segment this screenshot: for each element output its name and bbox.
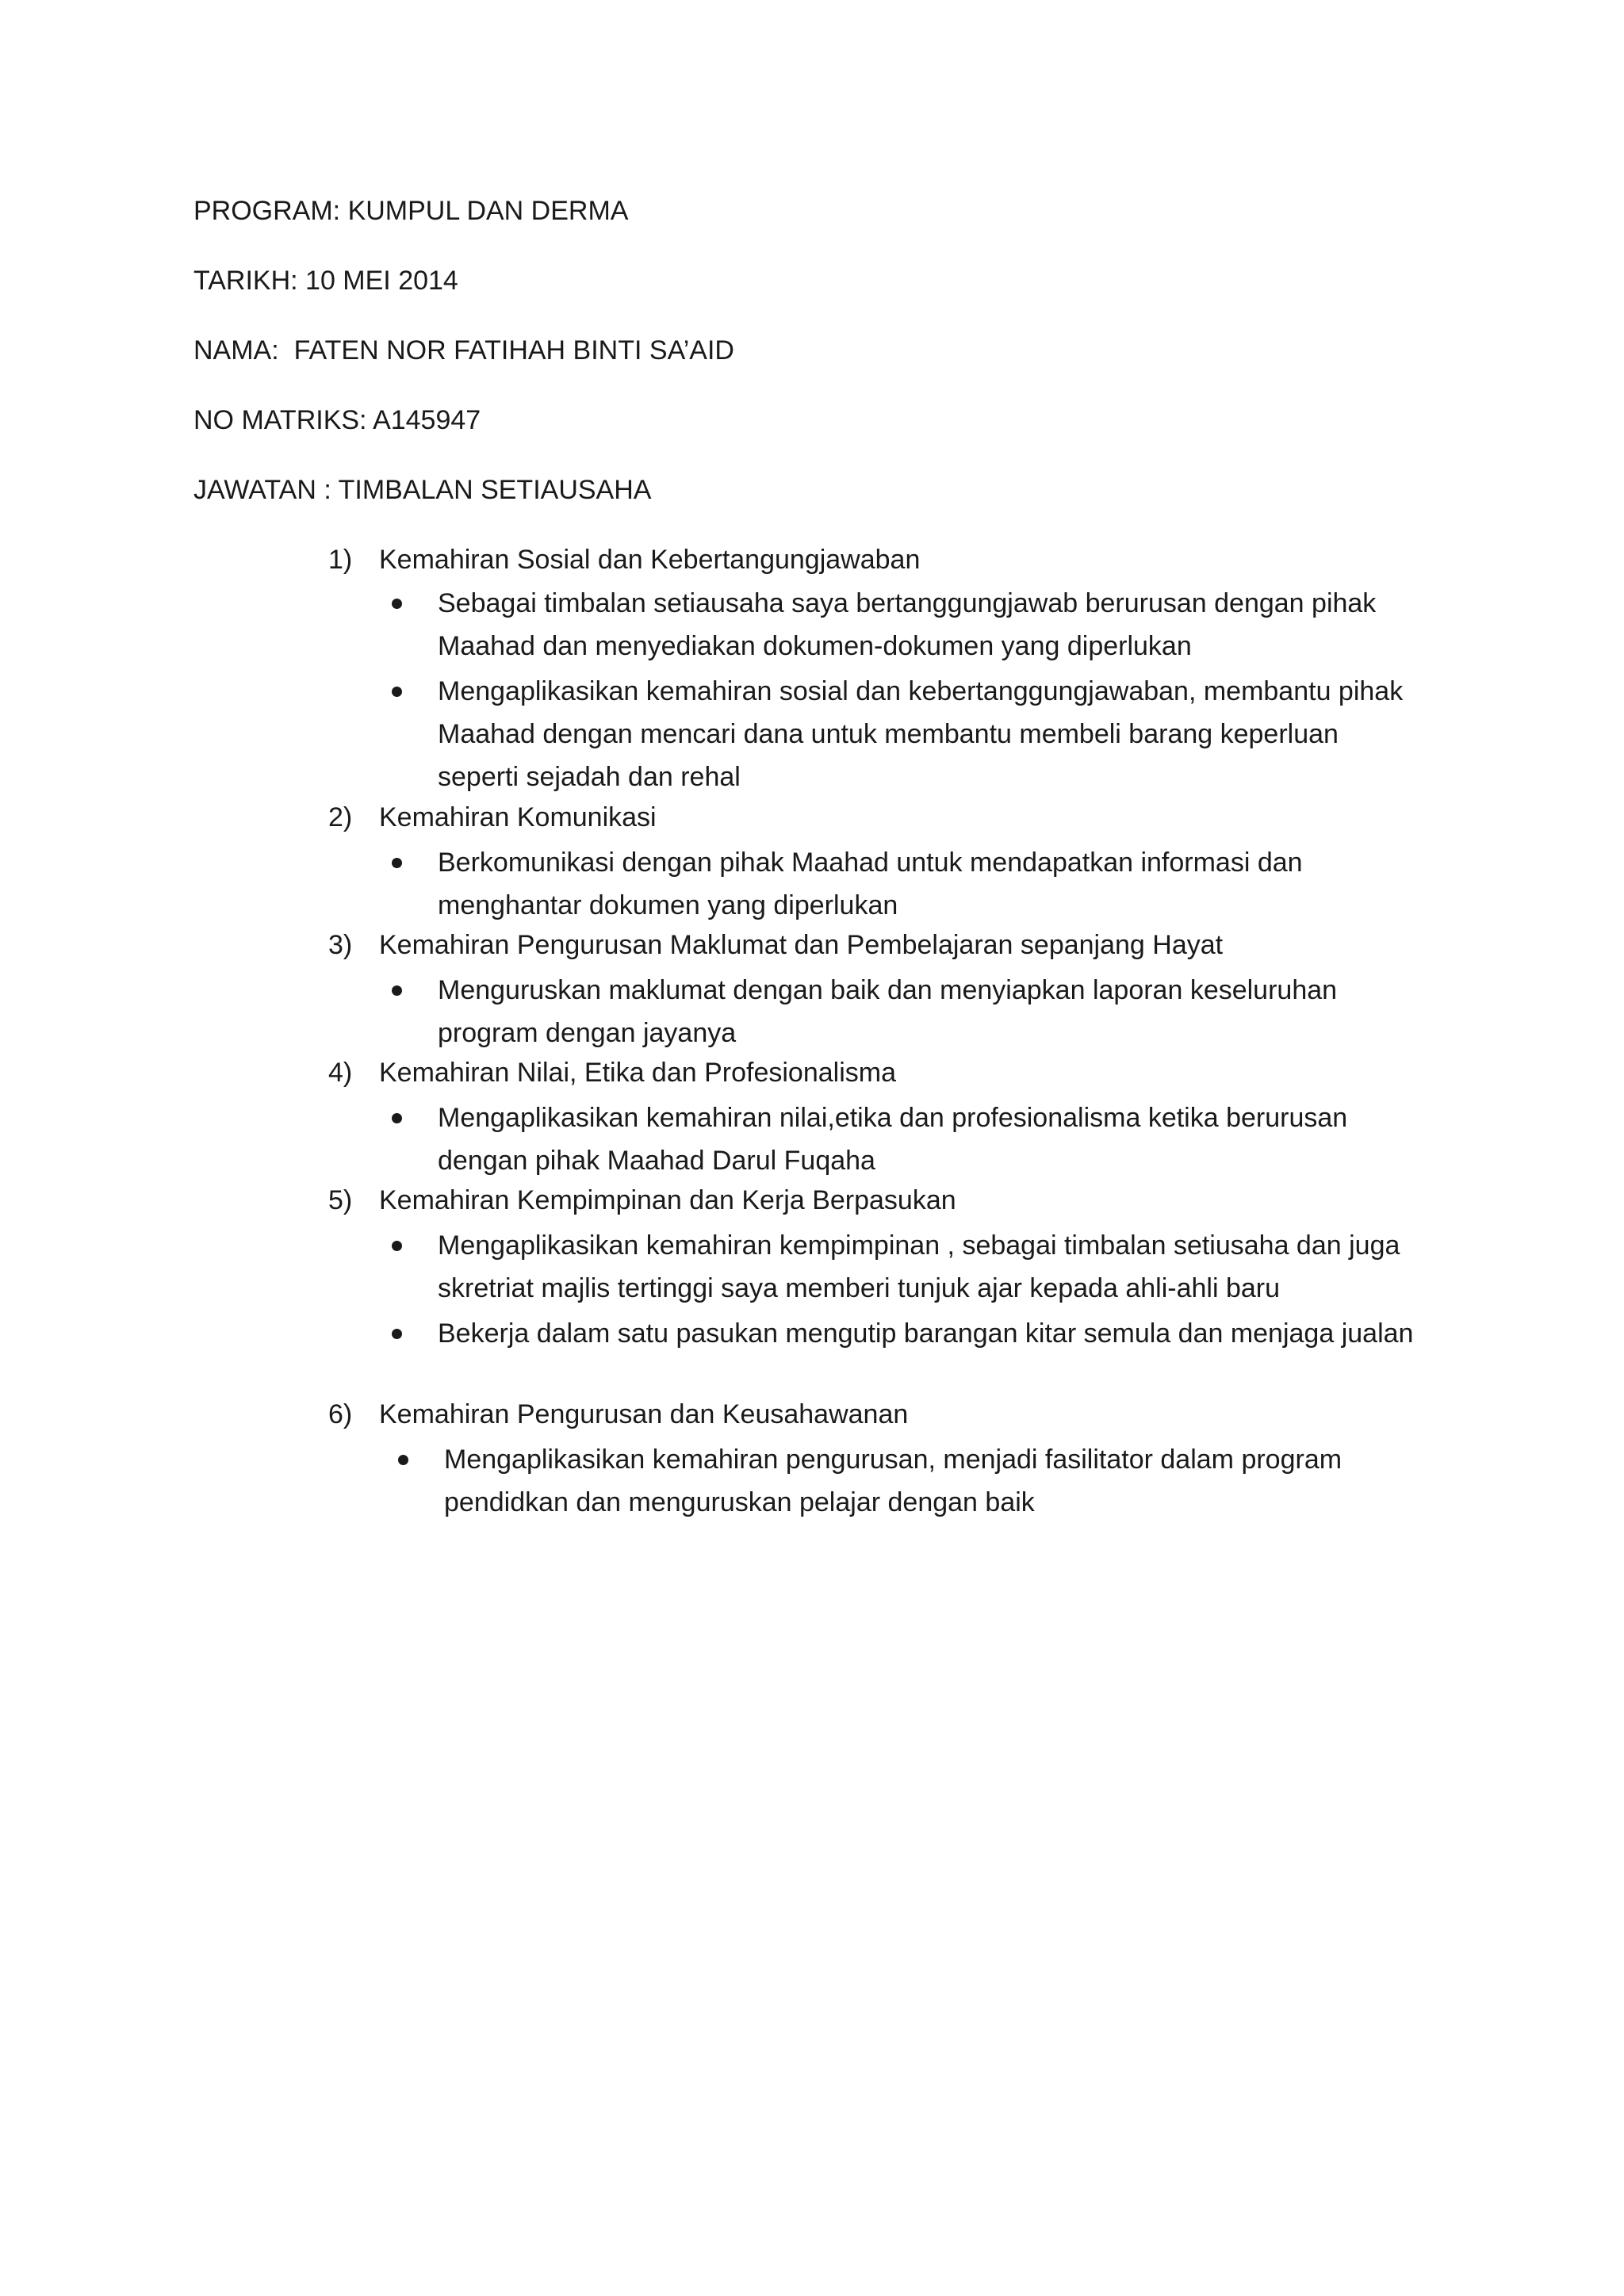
bullet-text: Mengaplikasikan kemahiran kempimpinan , sebagai timbalan setiusaha dan juga skretriat majlis tertinggi saya memberi tunjuk ajar kepada ahli-ahli baru bbox=[438, 1230, 1400, 1303]
bullet-text: Bekerja dalam satu pasukan mengutip barangan kitar semula dan menjaga jualan bbox=[438, 1318, 1414, 1349]
bullet-text: Sebagai timbalan setiausaha saya bertanggungjawab berurusan dengan pihak Maahad dan menyediakan dokumen-dokumen yang diperlukan bbox=[438, 588, 1377, 661]
nama-line: NAMA: FATEN NOR FATIHAH BINTI SA’AID bbox=[193, 335, 734, 365]
bullet-text: Mengaplikasikan kemahiran sosial dan kebertanggungjawaban, membantu pihak Maahad dengan mencari dana untuk membantu membeli barang keperluan seperti sejadah dan rehal bbox=[438, 676, 1404, 792]
bullet-icon bbox=[392, 599, 402, 609]
bullet-icon bbox=[398, 1455, 408, 1465]
section-number: 3) bbox=[328, 930, 353, 960]
tarikh-line: TARIKH: 10 MEI 2014 bbox=[193, 266, 458, 296]
bullet-icon bbox=[392, 1113, 402, 1123]
section-number: 1) bbox=[328, 545, 353, 575]
section-title: Kemahiran Pengurusan Maklumat dan Pembelajaran sepanjang Hayat bbox=[379, 930, 1224, 960]
bullet-text: Menguruskan maklumat dengan baik dan menyiapkan laporan keseluruhan program dengan jayanya bbox=[438, 975, 1338, 1048]
bullet-icon bbox=[392, 1329, 402, 1339]
section-title: Kemahiran Nilai, Etika dan Profesionalisma bbox=[379, 1058, 896, 1088]
program-line: PROGRAM: KUMPUL DAN DERMA bbox=[193, 196, 629, 226]
section-number: 2) bbox=[328, 802, 353, 832]
section-number: 4) bbox=[328, 1058, 353, 1088]
section-number: 5) bbox=[328, 1185, 353, 1215]
bullet-text: Mengaplikasikan kemahiran pengurusan, menjadi fasilitator dalam program pendidkan dan menguruskan pelajar dengan baik bbox=[444, 1445, 1342, 1517]
bullet-text: Mengaplikasikan kemahiran nilai,etika dan profesionalisma ketika berurusan dengan pihak Maahad Darul Fuqaha bbox=[438, 1103, 1348, 1176]
bullet-icon bbox=[392, 985, 402, 996]
section-title: Kemahiran Pengurusan dan Keusahawanan bbox=[379, 1399, 909, 1429]
bullet-icon bbox=[392, 687, 402, 697]
bullet-text: Berkomunikasi dengan pihak Maahad untuk mendapatkan informasi dan menghantar dokumen yang diperlukan bbox=[438, 848, 1303, 920]
section-title: Kemahiran Komunikasi bbox=[379, 802, 657, 832]
section-title: Kemahiran Sosial dan Kebertangungjawaban bbox=[379, 545, 921, 575]
section-title: Kemahiran Kempimpinan dan Kerja Berpasukan bbox=[379, 1185, 956, 1215]
jawatan-line: JAWATAN : TIMBALAN SETIAUSAHA bbox=[193, 475, 652, 505]
bullet-icon bbox=[392, 1241, 402, 1251]
section-number: 6) bbox=[328, 1399, 353, 1429]
no-matriks-line: NO MATRIKS: A145947 bbox=[193, 405, 481, 435]
bullet-icon bbox=[392, 858, 402, 868]
